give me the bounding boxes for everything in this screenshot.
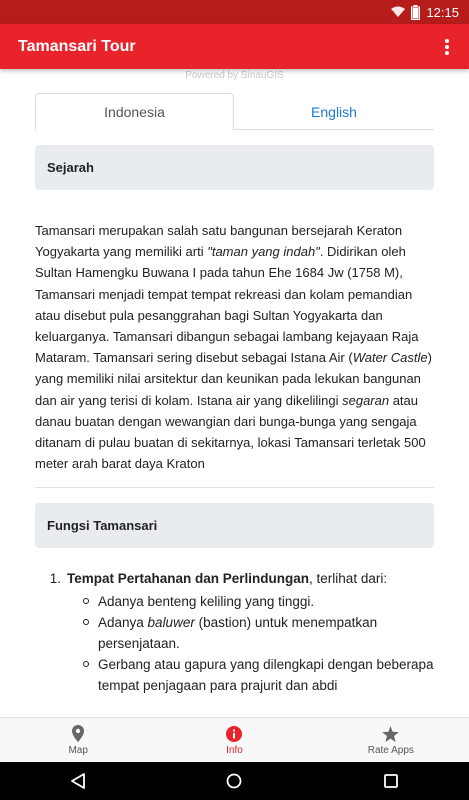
bottom-navigation: [0, 717, 469, 762]
sub-list-text: [98, 591, 434, 612]
italic-text: "taman yang indah": [207, 244, 320, 260]
star-icon: [382, 725, 399, 743]
section-heading-sejarah: Sejarah: [35, 145, 434, 190]
sub-list-text: [98, 654, 434, 696]
italic-text: segaran: [342, 392, 390, 408]
info-content: [35, 145, 434, 696]
sub-list-text: [98, 612, 434, 654]
text-segment: Gerbang atau gapura yang dilengkapi dengan beberapa tempat penjagaan para prajurit dan abdi: [98, 657, 434, 694]
list-item: [35, 568, 434, 589]
nav-label-info: Info: [226, 744, 243, 756]
text-segment: Adanya: [98, 615, 148, 631]
text-segment: . Didirikan oleh Sultan Hamengku Buwana I pada tahun Ehe 1684 Jw (1758 M), Tamansari menjadi tempat tempat rekreasi dan kolam pemandian atau disebut pula pesanggrahan bagi Sultan Yogyakarta dan keluarganya. Tamansari dibangun sebagai lambang kejayaan Raja Mataram. Tamansari sering disebut sebagai Istana Air (: [35, 244, 419, 366]
text-segment: ) yang memiliki nilai arsitektur dan keunikan pada lekukan bangunan dan air yang terisi di kolam. Istana air yang dikelilingi: [35, 350, 432, 408]
sub-list: [73, 591, 434, 696]
bullet-icon: [73, 654, 98, 696]
italic-text: baluwer: [147, 615, 195, 631]
language-tabs: [35, 93, 434, 130]
sub-list-item: [73, 591, 434, 612]
nav-map[interactable]: [0, 718, 156, 762]
bullet-icon: [73, 591, 98, 612]
status-bar: [0, 0, 469, 24]
text-segment: Adanya benteng keliling yang tinggi.: [98, 594, 315, 610]
nav-info[interactable]: [156, 718, 312, 762]
status-time: 12:15: [426, 4, 459, 20]
overflow-menu-icon[interactable]: [439, 36, 455, 58]
home-icon[interactable]: [214, 766, 254, 796]
info-icon: [226, 725, 242, 743]
back-icon[interactable]: [58, 766, 98, 796]
section-divider: [35, 487, 434, 488]
text-segment: atau danau buatan dengan wewangian dari bunga-bunga yang sengaja ditanam di pulau buatan di sekitarnya, lokasi Tamansari terletak 500 meter arah barat daya Kraton: [35, 392, 426, 472]
app-title: Tamansari Tour: [18, 37, 136, 55]
section-heading-fungsi: Fungsi Tamansari: [35, 503, 434, 548]
nav-label-map: Map: [68, 744, 88, 756]
list-item-suffix: , terlihat dari:: [309, 571, 388, 587]
nav-rate-apps[interactable]: [313, 718, 469, 762]
list-item-title: Tempat Pertahanan dan Perlindungan: [67, 571, 310, 587]
tab-english[interactable]: English: [311, 103, 357, 120]
powered-by-label: Powered by SinauGIS: [185, 70, 284, 81]
fungsi-list: [35, 568, 434, 696]
system-navigation-bar: [0, 762, 469, 800]
sub-list-item: [73, 612, 434, 654]
wifi-icon: [391, 6, 405, 18]
tab-indonesia[interactable]: Indonesia: [35, 93, 234, 131]
sub-list-item: [73, 654, 434, 696]
nav-label-rate-apps: Rate Apps: [367, 744, 414, 756]
sejarah-paragraph: [35, 220, 434, 474]
app-bar: [0, 24, 469, 69]
battery-icon: [411, 5, 420, 20]
bullet-icon: [73, 612, 98, 654]
svg-text:x: x: [392, 10, 395, 16]
text-segment: Tamansari merupakan salah satu bangunan bersejarah Keraton Yogyakarta yang memiliki arti: [35, 223, 403, 260]
recents-icon[interactable]: [371, 766, 411, 796]
italic-text: Water Castle: [352, 350, 428, 366]
text-segment: (bastion) untuk menempatkan persenjataan.: [98, 615, 378, 652]
map-pin-icon: [72, 725, 84, 743]
list-number: 1.: [49, 571, 61, 587]
